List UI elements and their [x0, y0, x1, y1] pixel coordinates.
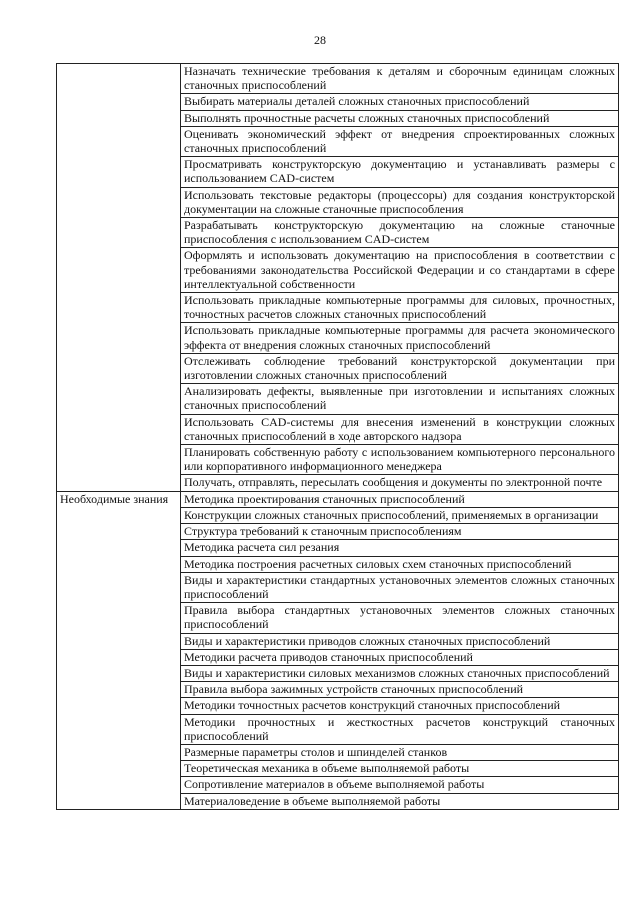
table-cell-text: Методика проектирования станочных приспособлений — [181, 491, 619, 507]
table-cell-text: Отслеживать соблюдение требований конструкторской документации при изготовлении сложных станочных приспособлений — [181, 353, 619, 383]
section-label: Необходимые знания — [57, 491, 181, 809]
table-cell-text: Методика построения расчетных силовых схем станочных приспособлений — [181, 556, 619, 572]
table-cell-text: Использовать прикладные компьютерные программы для расчета экономического эффекта от внедрения сложных станочных приспособлений — [181, 323, 619, 353]
page-number: 28 — [314, 33, 326, 47]
table-cell-text: Оценивать экономический эффект от внедрения спроектированных сложных станочных приспособлений — [181, 126, 619, 156]
table-cell-text: Просматривать конструкторскую документацию и устанавливать размеры с использованием CAD-систем — [181, 157, 619, 187]
table-cell-text: Правила выбора зажимных устройств станочных приспособлений — [181, 682, 619, 698]
table-cell-text: Сопротивление материалов в объеме выполняемой работы — [181, 777, 619, 793]
table-cell-text: Использовать CAD-системы для внесения изменений в конструкции сложных станочных приспособлений в ходе авторского надзора — [181, 414, 619, 444]
table-cell-text: Выбирать материалы деталей сложных станочных приспособлений — [181, 94, 619, 110]
table-cell-text: Виды и характеристики стандартных установочных элементов сложных станочных приспособлений — [181, 572, 619, 602]
table-cell-text: Размерные параметры столов и шпинделей станков — [181, 744, 619, 760]
table-cell-text: Виды и характеристики силовых механизмов сложных станочных приспособлений — [181, 665, 619, 681]
table-cell-text: Методики прочностных и жесткостных расчетов конструкций станочных приспособлений — [181, 714, 619, 744]
table-cell-text: Структура требований к станочным приспособлениям — [181, 524, 619, 540]
table-cell-text: Виды и характеристики приводов сложных станочных приспособлений — [181, 633, 619, 649]
table-cell-text: Выполнять прочностные расчеты сложных станочных приспособлений — [181, 110, 619, 126]
table-cell-text: Назначать технические требования к деталям и сборочным единицам сложных станочных приспособлений — [181, 64, 619, 94]
table-cell-text: Методики расчета приводов станочных приспособлений — [181, 649, 619, 665]
table-cell-text: Планировать собственную работу с использованием компьютерного персонального или корпоративного информационного менеджера — [181, 445, 619, 475]
table-cell-text: Использовать текстовые редакторы (процессоры) для создания конструкторской документации на сложные станочные приспособления — [181, 187, 619, 217]
table-cell-text: Методика расчета сил резания — [181, 540, 619, 556]
table-cell-text: Получать, отправлять, пересылать сообщения и документы по электронной почте — [181, 475, 619, 491]
table-cell-text: Оформлять и использовать документацию на приспособления в соответствии с требованиями законодательства Российской Федерации и со стандартами в сфере интеллектуальной собственности — [181, 248, 619, 293]
table-cell-text: Материаловедение в объеме выполняемой работы — [181, 793, 619, 809]
requirements-table — [56, 63, 619, 810]
table-body — [57, 64, 619, 810]
table-cell-text: Конструкции сложных станочных приспособлений, применяемых в организации — [181, 507, 619, 523]
table-cell-text: Методики точностных расчетов конструкций станочных приспособлений — [181, 698, 619, 714]
table-cell-text: Разрабатывать конструкторскую документацию на сложные станочные приспособления с использованием CAD-систем — [181, 218, 619, 248]
table-row — [57, 491, 619, 507]
table-cell-text: Правила выбора стандартных установочных элементов сложных станочных приспособлений — [181, 603, 619, 633]
table-row — [57, 64, 619, 94]
table-cell-text: Анализировать дефекты, выявленные при изготовлении и испытаниях сложных станочных приспособлений — [181, 384, 619, 414]
table-cell-text: Использовать прикладные компьютерные программы для силовых, прочностных, точностных расчетов сложных станочных приспособлений — [181, 293, 619, 323]
section-label — [57, 64, 181, 492]
table-cell-text: Теоретическая механика в объеме выполняемой работы — [181, 761, 619, 777]
